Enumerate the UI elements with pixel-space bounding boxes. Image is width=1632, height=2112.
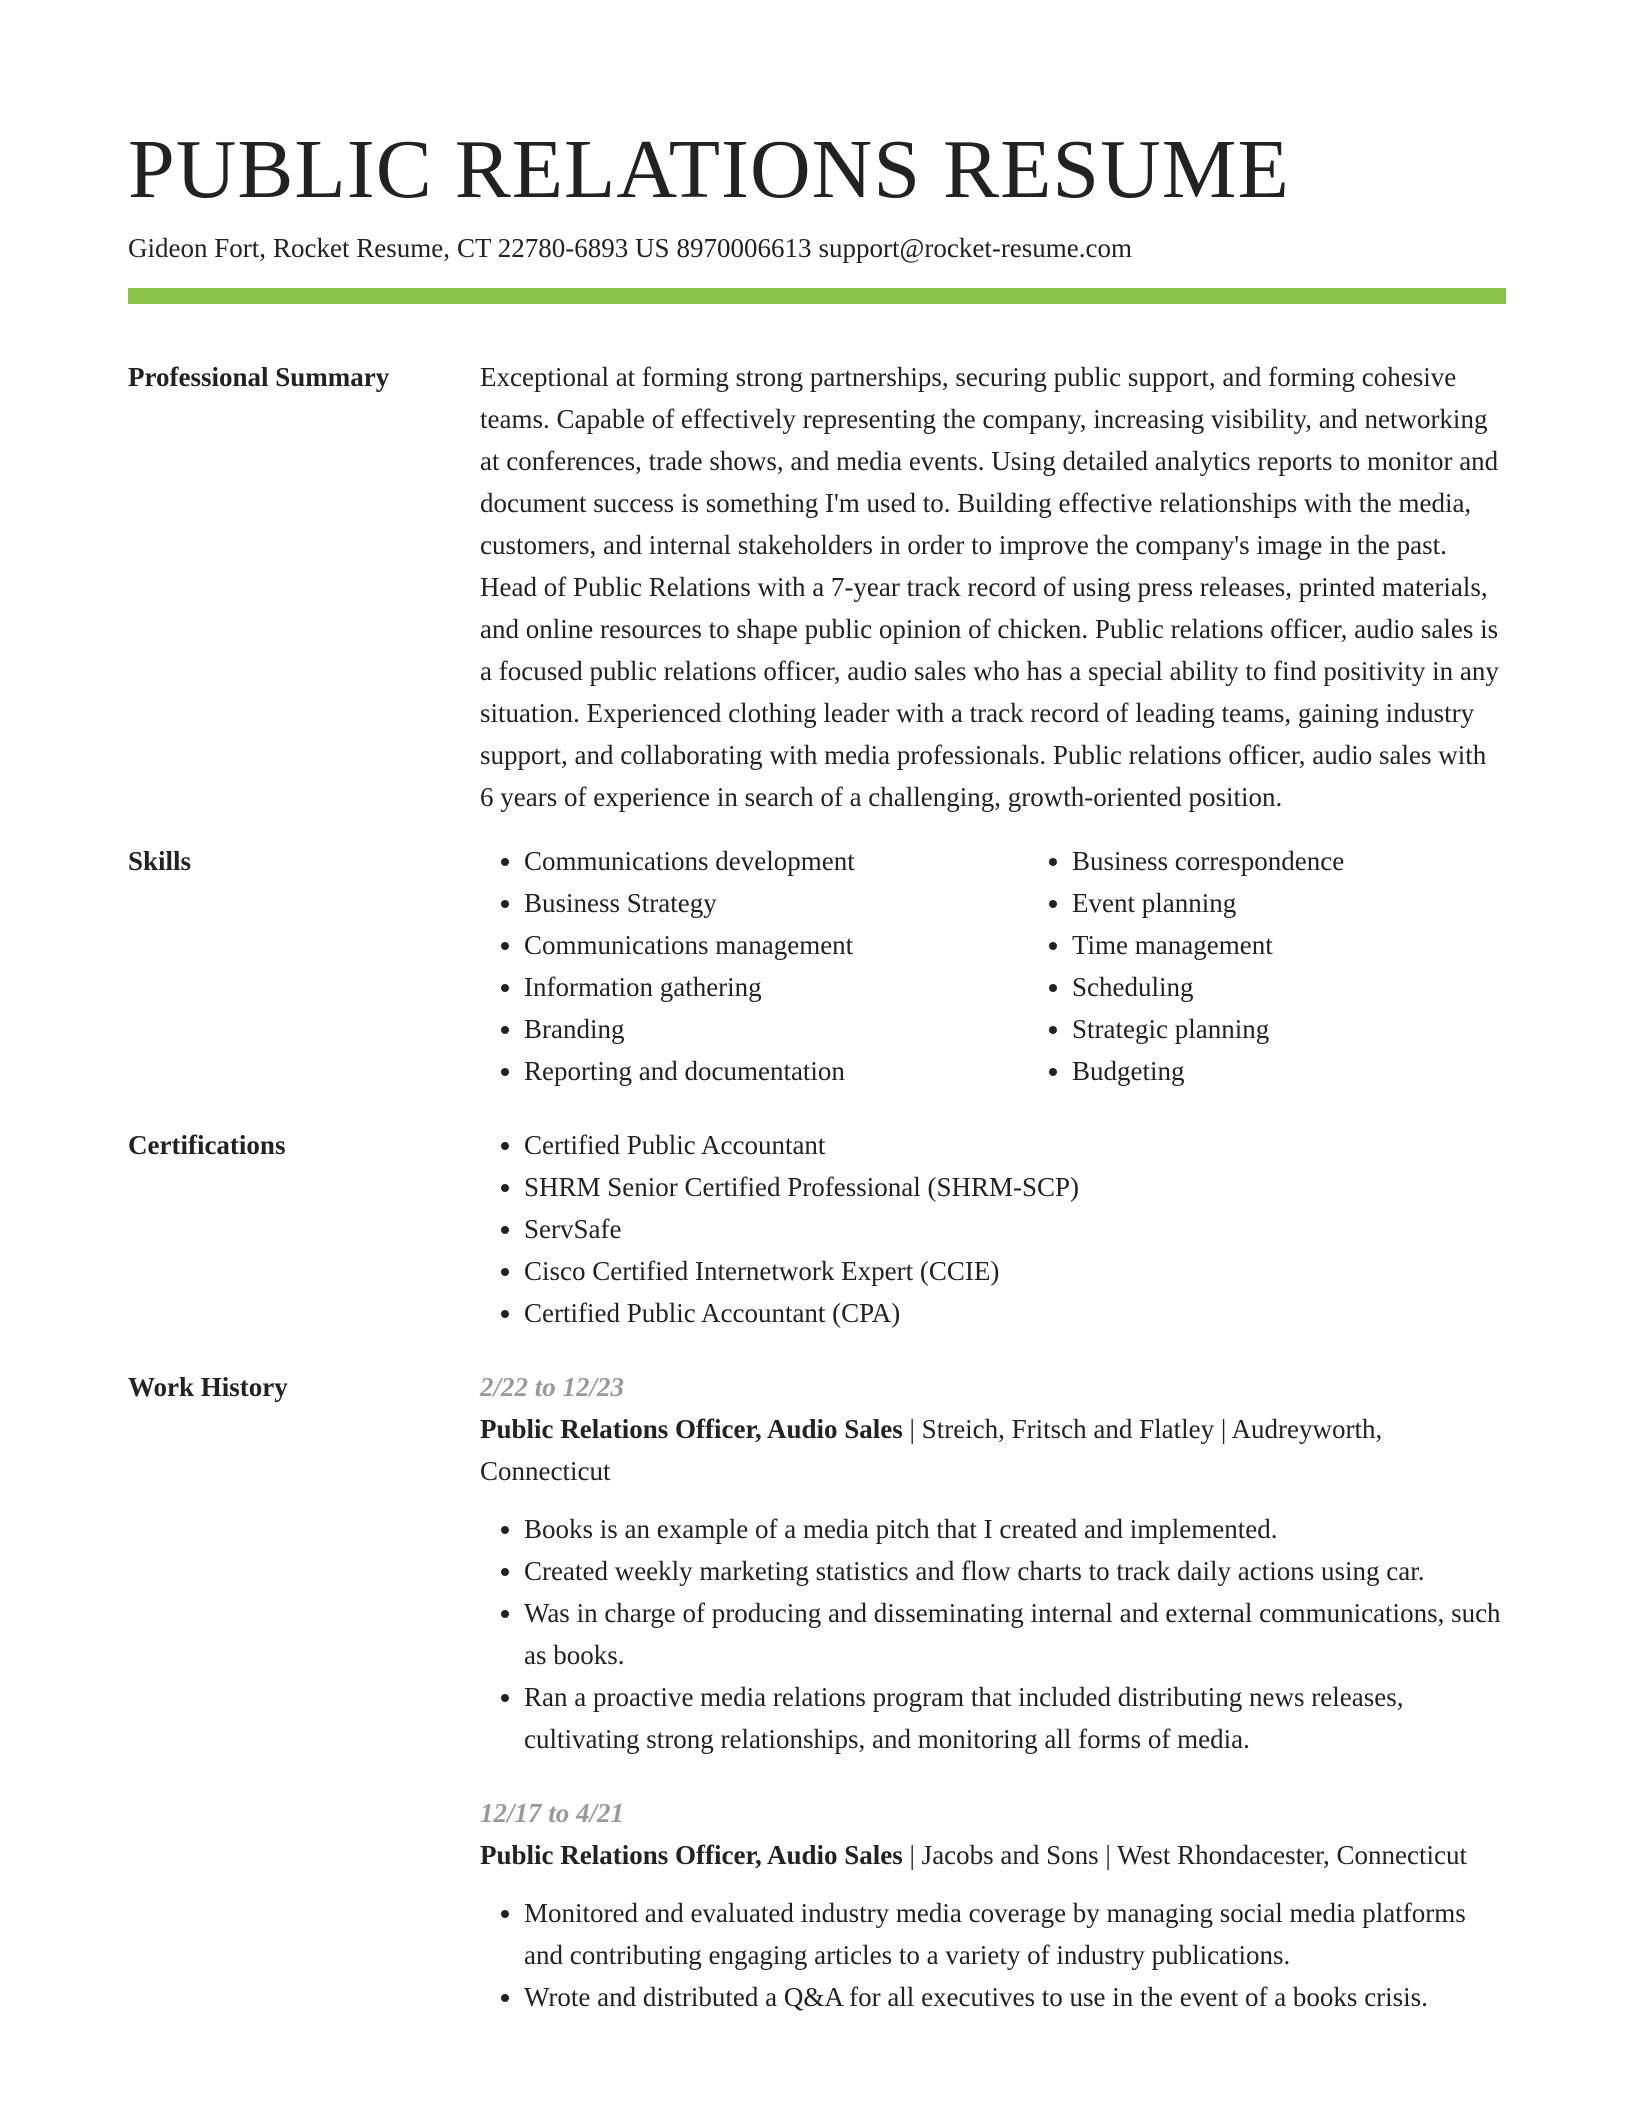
contact-phone: 8970006613 (676, 233, 812, 263)
certification-item: • Certified Public Accountant (524, 1124, 1506, 1166)
job-dates: 12/17 to 4/21 (480, 1798, 625, 1828)
contact-email[interactable]: support@rocket-resume.com (818, 233, 1133, 263)
summary-heading: Professional Summary (128, 362, 390, 392)
skill-item: • Information gathering (524, 966, 1028, 1008)
job-bullet: • Monitored and evaluated industry media coverage by managing social media platforms and contributing engaging articles to a variety of industry publications. (524, 1892, 1506, 1976)
job-bullet: • Ran a proactive media relations program that included distributing news releases, cultivating strong relationships, and monitoring all forms of media. (524, 1676, 1506, 1760)
summary-text: Exceptional at forming strong partnerships, securing public support, and forming cohesive teams. Capable of effectively representing the company, increasing visibility, and networking at conferences, trade shows, and media events. Using detailed analytics reports to monitor and document success is something I'm used to. Building effective relationships with the media, customers, and internal stakeholders in order to improve the company's image in the past. Head of Public Relations with a 7-year track record of using press releases, printed materials, and online resources to shape public opinion of chicken. Public relations officer, audio sales is a focused public relations officer, audio sales who has a special ability to find positivity in any situation. Experienced clothing leader with a track record of leading teams, gaining industry support, and collaborating with media professionals. Public relations officer, audio sales with 6 years of experience in search of a challenging, growth-oriented position. (480, 362, 1499, 812)
certifications-list (480, 1124, 1506, 1334)
contact-company: Rocket Resume, (273, 233, 450, 263)
skills-heading: Skills (128, 846, 192, 876)
job-header (480, 1408, 1506, 1492)
job-bullets (480, 1508, 1506, 1760)
certifications-section (128, 1124, 1506, 1334)
skills-list-left (480, 840, 1028, 1092)
skill-item: • Communications development (524, 840, 1028, 882)
certifications-heading: Certifications (128, 1130, 286, 1160)
skill-item: • Communications management (524, 924, 1028, 966)
job-details: | Jacobs and Sons | West Rhondacester, Connecticut (902, 1840, 1467, 1870)
skill-item: • Business correspondence (1072, 840, 1576, 882)
job-bullet: • Wrote and distributed a Q&A for all executives to use in the event of a books crisis. (524, 1976, 1506, 2018)
skill-item: • Business Strategy (524, 882, 1028, 924)
skills-list-right (1028, 840, 1576, 1092)
certification-item: • ServSafe (524, 1208, 1506, 1250)
contact-location: CT 22780-6893 US (456, 233, 670, 263)
skill-item: • Event planning (1072, 882, 1576, 924)
resume-page (128, 120, 1506, 2018)
job-bullets (480, 1892, 1506, 2018)
job-bullet: • Books is an example of a media pitch that I created and implemented. (524, 1508, 1506, 1550)
certification-item: • SHRM Senior Certified Professional (SHRM-SCP) (524, 1166, 1506, 1208)
job-dates: 2/22 to 12/23 (480, 1372, 625, 1402)
skill-item: • Budgeting (1072, 1050, 1576, 1092)
certification-item: • Certified Public Accountant (CPA) (524, 1292, 1506, 1334)
job-bullet: • Was in charge of producing and disseminating internal and external communications, such as books. (524, 1592, 1506, 1676)
skills-section (128, 840, 1506, 1092)
skill-item: • Scheduling (1072, 966, 1576, 1008)
skill-item: • Branding (524, 1008, 1028, 1050)
contact-name: Gideon Fort, (128, 233, 266, 263)
skill-item: • Strategic planning (1072, 1008, 1576, 1050)
job-details: | Streich, Fritsch and Flatley | Audreyworth, Connecticut (480, 1414, 1383, 1486)
accent-divider (128, 288, 1506, 304)
skill-item: • Time management (1072, 924, 1576, 966)
skill-item: • Reporting and documentation (524, 1050, 1028, 1092)
job-bullet: • Created weekly marketing statistics and flow charts to track daily actions using car. (524, 1550, 1506, 1592)
job-title: Public Relations Officer, Audio Sales (480, 1840, 903, 1870)
work-history-heading: Work History (128, 1372, 288, 1402)
certification-item: • Cisco Certified Internetwork Expert (CCIE) (524, 1250, 1506, 1292)
page-title: PUBLIC RELATIONS RESUME (128, 123, 1290, 216)
work-history-section (128, 1366, 1506, 2018)
job-entry (480, 1366, 1506, 1760)
job-header (480, 1834, 1506, 1876)
job-entry (480, 1792, 1506, 2018)
summary-section (128, 356, 1506, 818)
job-title: Public Relations Officer, Audio Sales (480, 1414, 903, 1444)
contact-line (128, 230, 1506, 266)
